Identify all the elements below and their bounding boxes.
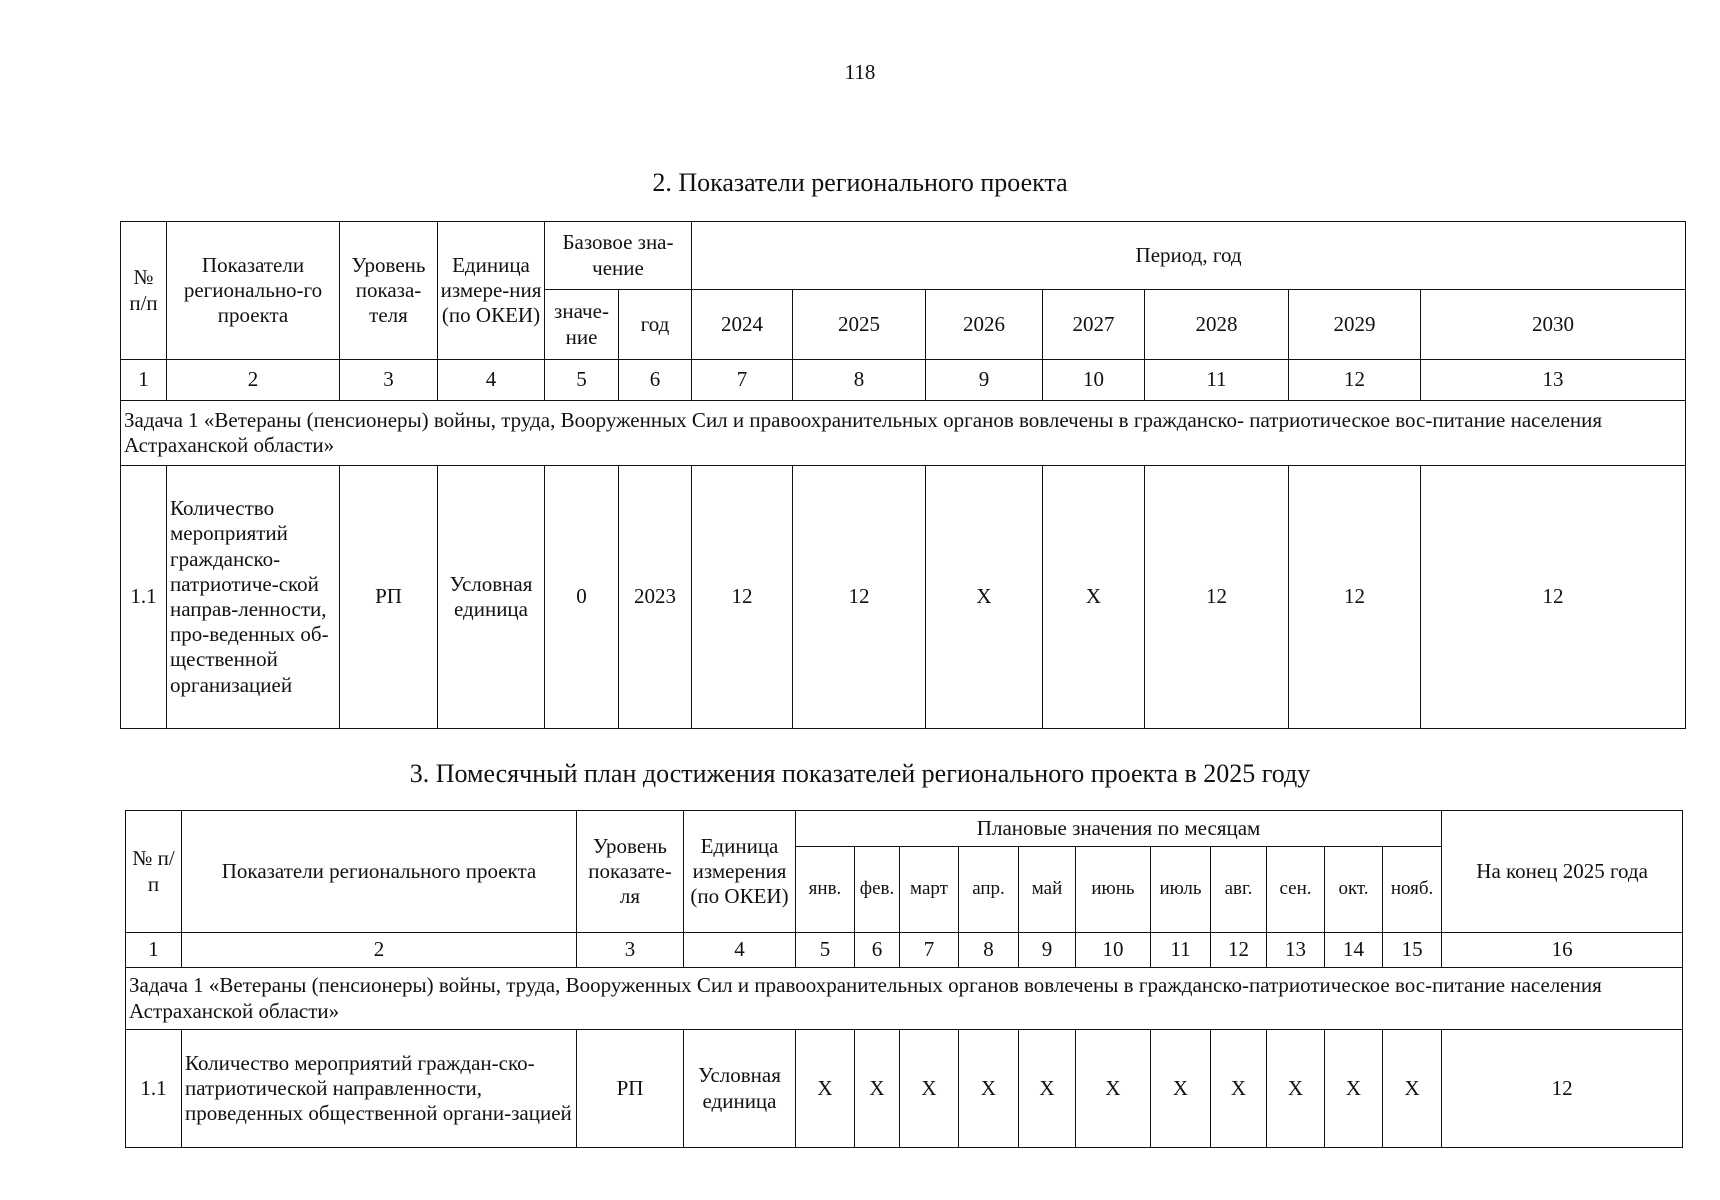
header-year: 2028 xyxy=(1145,290,1289,360)
header-end-of-year: На конец 2025 года xyxy=(1442,811,1683,933)
table-row xyxy=(121,466,1686,729)
column-number: 1 xyxy=(121,360,167,401)
column-number: 8 xyxy=(959,933,1019,968)
header-num: № п/п xyxy=(121,222,167,360)
row-end-of-year: 12 xyxy=(1442,1030,1683,1148)
header-indicator: Показатели регионально-го проекта xyxy=(167,222,340,360)
section-2-title: 2. Показатели регионального проекта xyxy=(652,168,1068,197)
header-month: окт. xyxy=(1325,847,1383,933)
monthly-plan-table xyxy=(125,810,1683,1148)
header-month: март xyxy=(900,847,959,933)
task-row xyxy=(126,968,1683,1030)
column-number: 10 xyxy=(1076,933,1151,968)
row-base-year: 2023 xyxy=(619,466,692,729)
column-number: 6 xyxy=(855,933,900,968)
row-level: РП xyxy=(577,1030,684,1148)
column-numbers-row xyxy=(121,360,1686,401)
row-month-value: X xyxy=(1076,1030,1151,1148)
column-number: 11 xyxy=(1145,360,1289,401)
row-year-value: 12 xyxy=(793,466,926,729)
column-number: 9 xyxy=(1019,933,1076,968)
column-number: 4 xyxy=(684,933,796,968)
column-number: 2 xyxy=(182,933,577,968)
column-number: 1 xyxy=(126,933,182,968)
row-month-value: X xyxy=(1267,1030,1325,1148)
row-num: 1.1 xyxy=(121,466,167,729)
header-month: фев. xyxy=(855,847,900,933)
column-number: 15 xyxy=(1383,933,1442,968)
column-number: 13 xyxy=(1267,933,1325,968)
header-base: Базовое зна-чение xyxy=(545,222,692,290)
column-number: 7 xyxy=(900,933,959,968)
row-year-value: 12 xyxy=(1289,466,1421,729)
column-number: 11 xyxy=(1151,933,1211,968)
header-year: 2029 xyxy=(1289,290,1421,360)
row-year-value: 12 xyxy=(692,466,793,729)
header-unit: Единица измере-ния (по ОКЕИ) xyxy=(438,222,545,360)
row-month-value: X xyxy=(1211,1030,1267,1148)
row-level: РП xyxy=(340,466,438,729)
row-num: 1.1 xyxy=(126,1030,182,1148)
column-number: 9 xyxy=(926,360,1043,401)
row-year-value: X xyxy=(1043,466,1145,729)
header-month: нояб. xyxy=(1383,847,1442,933)
column-number: 6 xyxy=(619,360,692,401)
header-year: 2026 xyxy=(926,290,1043,360)
header-year: 2027 xyxy=(1043,290,1145,360)
row-base-value: 0 xyxy=(545,466,619,729)
column-number: 13 xyxy=(1421,360,1686,401)
column-number: 3 xyxy=(340,360,438,401)
header-month: авг. xyxy=(1211,847,1267,933)
column-number: 5 xyxy=(796,933,855,968)
column-numbers-row xyxy=(126,933,1683,968)
column-number: 3 xyxy=(577,933,684,968)
task-row xyxy=(121,401,1686,466)
header-base-value: значе-ние xyxy=(545,290,619,360)
header-indicator: Показатели регионального проекта xyxy=(182,811,577,933)
row-year-value: 12 xyxy=(1421,466,1686,729)
header-month: сен. xyxy=(1267,847,1325,933)
header-year: 2025 xyxy=(793,290,926,360)
header-level: Уровень показа-теля xyxy=(340,222,438,360)
header-num: № п/п xyxy=(126,811,182,933)
row-month-value: X xyxy=(796,1030,855,1148)
row-month-value: X xyxy=(1383,1030,1442,1148)
row-month-value: X xyxy=(900,1030,959,1148)
row-year-value: X xyxy=(926,466,1043,729)
header-year: 2030 xyxy=(1421,290,1686,360)
header-unit: Единица измерения (по ОКЕИ) xyxy=(684,811,796,933)
header-year: 2024 xyxy=(692,290,793,360)
header-month: май xyxy=(1019,847,1076,933)
column-number: 14 xyxy=(1325,933,1383,968)
row-unit: Условная единица xyxy=(438,466,545,729)
column-number: 16 xyxy=(1442,933,1683,968)
header-level: Уровень показате-ля xyxy=(577,811,684,933)
header-planned: Плановые значения по месяцам xyxy=(796,811,1442,847)
column-number: 10 xyxy=(1043,360,1145,401)
row-indicator: Количество мероприятий гражданско-патриотиче-ской направ-ленности, про-веденных об-щественной организацией xyxy=(167,466,340,729)
section-3-title: 3. Помесячный план достижения показателей регионального проекта в 2025 году xyxy=(409,759,1311,788)
column-number: 12 xyxy=(1289,360,1421,401)
column-number: 4 xyxy=(438,360,545,401)
column-number: 7 xyxy=(692,360,793,401)
header-period: Период, год xyxy=(692,222,1686,290)
header-month: июнь xyxy=(1076,847,1151,933)
header-base-year: год xyxy=(619,290,692,360)
row-year-value: 12 xyxy=(1145,466,1289,729)
row-month-value: X xyxy=(1151,1030,1211,1148)
row-month-value: X xyxy=(855,1030,900,1148)
table-row xyxy=(126,1030,1683,1148)
column-number: 2 xyxy=(167,360,340,401)
header-month: июль xyxy=(1151,847,1211,933)
column-number: 8 xyxy=(793,360,926,401)
row-indicator: Количество мероприятий граждан-ско-патриотической направленности, проведенных общественной органи-зацией xyxy=(182,1030,577,1148)
regional-indicators-table xyxy=(120,221,1686,729)
header-month: янв. xyxy=(796,847,855,933)
row-month-value: X xyxy=(959,1030,1019,1148)
page-number: 118 xyxy=(844,60,876,84)
row-month-value: X xyxy=(1325,1030,1383,1148)
row-month-value: X xyxy=(1019,1030,1076,1148)
header-month: апр. xyxy=(959,847,1019,933)
task-text: Задача 1 «Ветераны (пенсионеры) войны, труда, Вооруженных Сил и правоохранительных органов вовлечены в гражданско-патриотическое вос-питание населения Астраханской области» xyxy=(126,968,1683,1030)
column-number: 12 xyxy=(1211,933,1267,968)
column-number: 5 xyxy=(545,360,619,401)
task-text: Задача 1 «Ветераны (пенсионеры) войны, труда, Вооруженных Сил и правоохранительных органов вовлечены в гражданско- патриотическое вос-питание населения Астраханской области» xyxy=(121,401,1686,466)
row-unit: Условная единица xyxy=(684,1030,796,1148)
